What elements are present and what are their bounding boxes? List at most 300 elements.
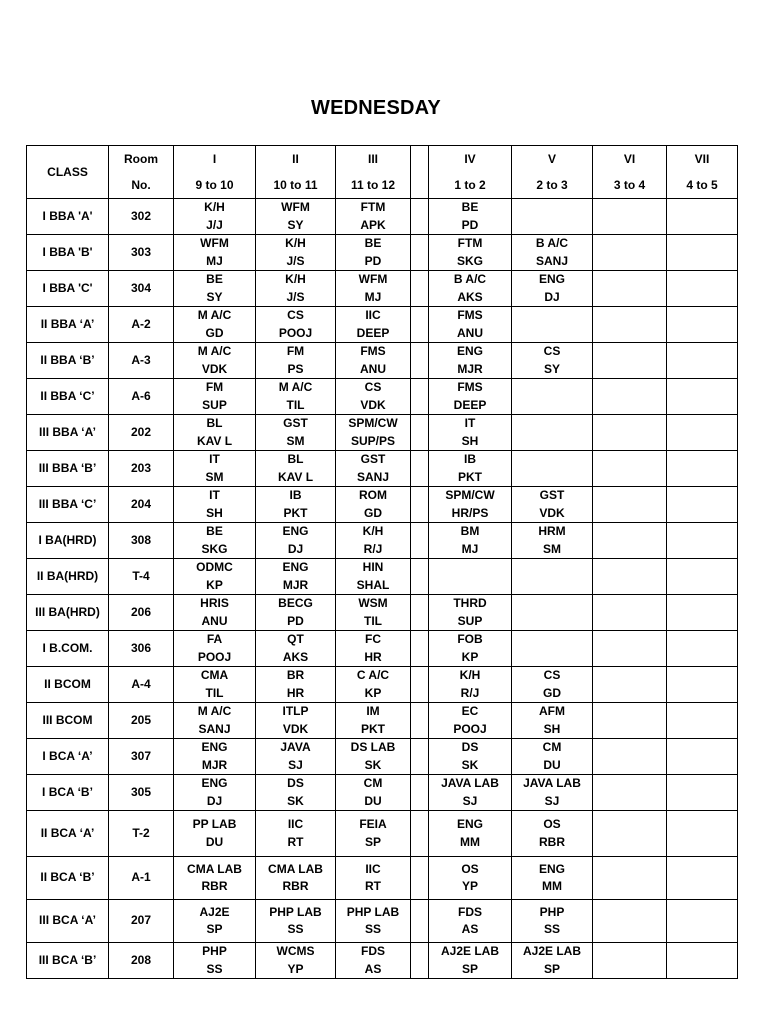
teacher-code: SANJ [198,721,231,736]
table-row [27,307,738,343]
subject-cell [429,900,512,943]
subject-cell [336,523,411,559]
subject-cell [174,943,256,979]
table-row [27,379,738,415]
table-row [27,415,738,451]
subject-code: FOB [457,632,483,646]
subject-code: THRD [453,596,487,610]
subject-cell [512,900,593,943]
subject-code: BL [206,416,223,430]
subject-cell [512,415,593,451]
subject-cell [667,523,738,559]
room-number: 304 [109,271,174,307]
teacher-code: PD [461,217,479,232]
subject-code: WSM [358,596,388,610]
teacher-code: HR/PS [451,505,489,520]
teacher-code: ANU [201,613,228,628]
break-cell [411,487,429,523]
period-time: 9 to 10 [195,178,234,192]
teacher-code: KP [364,685,382,700]
subject-cell [174,271,256,307]
teacher-code: DU [205,834,224,849]
teacher-code: J/S [286,289,305,304]
subject-cell [256,523,336,559]
subject-cell [512,739,593,775]
table-row [27,271,738,307]
teacher-code: YP [287,961,304,976]
class-name: II BBA ‘A’ [27,307,109,343]
subject-cell [667,775,738,811]
period-numeral: III [367,152,378,166]
subject-cell [429,943,512,979]
break-cell [411,199,429,235]
subject-cell [593,487,667,523]
subject-cell [667,415,738,451]
subject-cell [429,451,512,487]
teacher-code: VDK [360,397,386,412]
subject-code: ENG [538,272,565,286]
subject-code: JAVA [280,740,311,754]
teacher-code: VDK [201,361,228,376]
teacher-code: DJ [206,793,223,808]
subject-cell [667,595,738,631]
teacher-code: PKT [283,505,308,520]
table-row [27,739,738,775]
subject-cell [512,199,593,235]
subject-code: BE [364,236,382,250]
table-row [27,199,738,235]
table-row [27,775,738,811]
break-cell [411,523,429,559]
teacher-code: SJ [288,757,303,772]
class-name: I BA(HRD) [27,523,109,559]
subject-cell [256,343,336,379]
subject-cell [336,343,411,379]
subject-code: EC [461,704,479,718]
teacher-code: DU [364,793,382,808]
subject-code: JAVA LAB [523,776,581,790]
subject-cell [512,631,593,667]
subject-cell [174,451,256,487]
teacher-code: SY [287,217,304,232]
subject-cell [336,235,411,271]
teacher-code: DEEP [356,325,390,340]
table-row [27,811,738,857]
subject-cell [667,857,738,900]
table-row [27,943,738,979]
teacher-code: HR [286,685,305,700]
subject-cell [429,857,512,900]
period-numeral: VI [623,152,636,166]
subject-cell [593,307,667,343]
class-name: I B.COM. [27,631,109,667]
subject-code: WFM [358,272,388,286]
subject-code: IM [366,704,380,718]
header-period [429,146,512,199]
teacher-code: TIL [286,397,305,412]
subject-cell [429,667,512,703]
subject-cell [174,487,256,523]
teacher-code: SK [461,757,479,772]
subject-code: BM [460,524,480,538]
break-cell [411,667,429,703]
teacher-code: KP [461,649,479,664]
subject-cell [429,235,512,271]
teacher-code: SK [364,757,382,772]
teacher-code: GD [205,325,224,340]
teacher-code: RBR [201,879,228,893]
subject-cell [336,595,411,631]
subject-code: IT [464,416,476,430]
subject-cell [667,667,738,703]
class-name: III BBA ‘B’ [27,451,109,487]
room-number: 306 [109,631,174,667]
table-row [27,235,738,271]
subject-cell [256,775,336,811]
teacher-code: SK [287,793,304,808]
period-time: 1 to 2 [454,178,486,192]
subject-cell [593,343,667,379]
subject-code: BECG [278,596,313,610]
subject-code: CMA LAB [187,861,242,876]
class-name: I BBA 'B' [27,235,109,271]
break-cell [411,451,429,487]
room-number: 302 [109,199,174,235]
room-number: 305 [109,775,174,811]
teacher-code: PKT [361,721,385,736]
subject-code: GST [539,488,565,502]
break-cell [411,271,429,307]
subject-cell [336,857,411,900]
subject-cell [336,487,411,523]
subject-cell [429,631,512,667]
teacher-code: TIL [205,685,224,700]
teacher-code: AKS [457,289,483,304]
teacher-code: RT [287,834,304,849]
subject-code: PP LAB [192,817,237,831]
subject-cell [593,523,667,559]
subject-cell [256,943,336,979]
subject-cell [512,811,593,857]
header-period [174,146,256,199]
header-room-line2: No. [131,178,151,192]
subject-code: K/H [204,200,225,214]
subject-cell [667,739,738,775]
subject-code: BE [461,200,479,214]
teacher-code: SH [206,505,223,520]
subject-code: HIN [362,560,384,574]
subject-cell [667,199,738,235]
subject-cell [429,379,512,415]
subject-code: SPM/CW [348,416,398,430]
subject-cell [336,307,411,343]
period-numeral: I [212,152,217,166]
subject-cell [667,343,738,379]
subject-cell [512,343,593,379]
room-number: T-2 [109,811,174,857]
subject-code: ITLP [282,704,309,718]
subject-cell [256,307,336,343]
teacher-code: VDK [282,721,309,736]
subject-code: DS [287,776,304,790]
teacher-code: MM [542,879,562,893]
subject-cell [512,523,593,559]
subject-code: WFM [281,200,310,214]
break-cell [411,703,429,739]
subject-cell [429,595,512,631]
subject-cell [667,307,738,343]
room-number: 307 [109,739,174,775]
subject-code: K/H [362,524,384,538]
subject-cell [512,559,593,595]
subject-cell [593,775,667,811]
subject-code: PHP LAB [269,904,322,919]
teacher-code: POOJ [278,325,313,340]
break-cell [411,415,429,451]
header-row [27,146,738,199]
room-number: A-4 [109,667,174,703]
teacher-code: KAV L [196,433,233,448]
subject-code: CS [543,668,561,682]
subject-cell [429,487,512,523]
header-period [256,146,336,199]
subject-cell [336,667,411,703]
teacher-code: RBR [282,879,309,893]
subject-cell [429,199,512,235]
teacher-code: DU [543,757,561,772]
class-name: I BCA ‘B’ [27,775,109,811]
teacher-code: SM [543,541,561,556]
subject-code: FDS [458,904,482,919]
teacher-code: ANU [360,361,386,376]
subject-cell [256,631,336,667]
teacher-code: MJ [461,541,479,556]
subject-code: FTM [360,200,386,214]
header-class: CLASS [27,146,109,199]
teacher-code: DJ [287,541,304,556]
subject-cell [512,775,593,811]
subject-cell [512,943,593,979]
room-number: A-2 [109,307,174,343]
teacher-code: AKS [282,649,309,664]
subject-cell [336,739,411,775]
room-number: 303 [109,235,174,271]
table-row [27,900,738,943]
teacher-code: SJ [462,793,478,808]
subject-cell [429,271,512,307]
teacher-code: AS [461,922,479,936]
subject-cell [174,235,256,271]
subject-code: M A/C [197,704,232,718]
subject-cell [667,235,738,271]
header-period [336,146,411,199]
subject-code: BE [206,524,223,538]
subject-code: CS [364,380,382,394]
subject-cell [593,703,667,739]
subject-code: CMA LAB [268,861,323,876]
break-cell [411,631,429,667]
subject-cell [336,415,411,451]
room-number: A-3 [109,343,174,379]
class-name: II BCA ‘B’ [27,857,109,900]
teacher-code: SHAL [356,577,390,592]
class-name: III BCA ‘B’ [27,943,109,979]
subject-cell [593,811,667,857]
header-period [593,146,667,199]
subject-cell [429,415,512,451]
subject-code: FA [206,632,223,646]
subject-cell [336,559,411,595]
teacher-code: POOJ [453,721,487,736]
subject-code: GST [283,416,308,430]
subject-cell [336,379,411,415]
subject-code: PHP [539,904,565,919]
header-room-line1: Room [124,152,158,166]
subject-code: ENG [201,740,228,754]
subject-code: AJ2E LAB [522,944,581,958]
subject-cell [256,703,336,739]
subject-code: ENG [201,776,228,790]
subject-code: IB [289,488,302,502]
subject-cell [667,811,738,857]
subject-cell [512,857,593,900]
table-row [27,595,738,631]
subject-cell [174,775,256,811]
subject-cell [174,703,256,739]
teacher-code: J/S [286,253,305,268]
teacher-code: SS [543,922,560,936]
teacher-code: AS [364,961,382,976]
teacher-code: SM [286,433,305,448]
subject-cell [256,667,336,703]
subject-cell [593,900,667,943]
teacher-code: SP [543,961,560,976]
header-room [109,146,174,199]
room-number: A-1 [109,857,174,900]
subject-code: ENG [538,861,565,876]
subject-code: FM [286,344,305,358]
subject-cell [429,343,512,379]
room-number: T-4 [109,559,174,595]
teacher-code: SY [206,289,223,304]
teacher-code: KAV L [277,469,314,484]
subject-cell [256,559,336,595]
table-row [27,487,738,523]
subject-cell [336,451,411,487]
teacher-code: RT [365,879,381,893]
subject-cell [512,271,593,307]
subject-cell [174,199,256,235]
teacher-code: PS [287,361,304,376]
subject-cell [336,775,411,811]
subject-code: ROM [359,488,387,502]
subject-cell [256,811,336,857]
teacher-code: TIL [364,613,382,628]
subject-code: M A/C [197,344,232,358]
subject-cell [256,271,336,307]
page-title: WEDNESDAY [311,97,441,119]
break-cell [411,235,429,271]
subject-cell [174,595,256,631]
subject-code: FM [205,380,224,394]
teacher-code: SANJ [356,469,389,484]
subject-code: B A/C [535,236,569,250]
subject-code: CM [363,776,383,790]
teacher-code: SKG [201,541,228,556]
subject-cell [256,379,336,415]
subject-cell [256,739,336,775]
subject-cell [667,271,738,307]
teacher-code: SKG [456,253,483,268]
subject-code: OS [543,817,561,831]
subject-code: QT [287,632,304,646]
subject-code: FMS [360,344,386,358]
subject-cell [336,811,411,857]
teacher-code: SUP [202,397,227,412]
teacher-code: SUP [457,613,483,628]
room-number: 208 [109,943,174,979]
period-numeral: IV [464,152,476,166]
class-name: II BCA ‘A’ [27,811,109,857]
teacher-code: APK [360,217,386,232]
teacher-code: SY [543,361,560,376]
subject-cell [174,343,256,379]
subject-code: IT [209,488,220,502]
subject-code: HRM [538,524,566,538]
break-cell [411,900,429,943]
subject-cell [429,703,512,739]
teacher-code: POOJ [197,649,232,664]
class-name: III BBA ‘A’ [27,415,109,451]
subject-code: FC [365,632,381,646]
break-cell [411,379,429,415]
subject-cell [512,451,593,487]
subject-cell [667,943,738,979]
teacher-code: SH [543,721,561,736]
subject-code: AFM [539,704,565,718]
class-name: III BCOM [27,703,109,739]
teacher-code: MJR [282,577,309,592]
period-numeral: V [547,152,556,166]
subject-code: PHP [202,944,227,958]
subject-cell [174,379,256,415]
room-number: 204 [109,487,174,523]
subject-code: ENG [282,524,309,538]
teacher-code: SP [461,961,478,976]
teacher-code: YP [461,879,478,893]
teacher-code: SUP/PS [350,433,395,448]
teacher-code: SH [461,433,479,448]
subject-cell [593,943,667,979]
subject-cell [512,379,593,415]
subject-code: M A/C [278,380,313,394]
subject-code: BR [286,668,305,682]
teacher-code: SP [206,922,223,936]
period-numeral: VII [694,152,710,166]
subject-cell [593,559,667,595]
teacher-code: SJ [544,793,560,808]
subject-code: HRIS [200,596,229,610]
class-name: III BBA ‘C’ [27,487,109,523]
subject-code: DS [461,740,479,754]
subject-cell [429,559,512,595]
subject-cell [256,595,336,631]
subject-cell [256,857,336,900]
subject-cell [174,415,256,451]
subject-cell [256,415,336,451]
break-cell [411,559,429,595]
room-number: 207 [109,900,174,943]
